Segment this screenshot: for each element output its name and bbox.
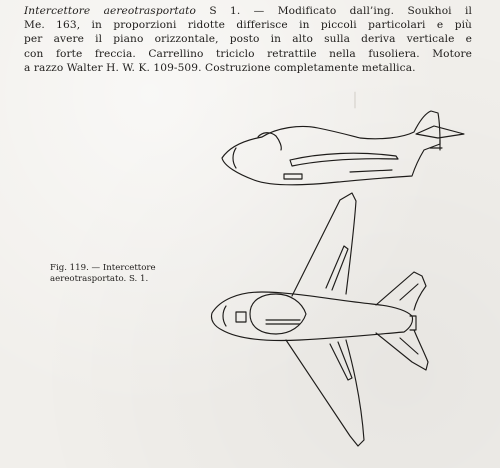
- top-lower-stabilizer: [376, 330, 428, 370]
- figure-caption: [50, 263, 190, 285]
- top-intake-detail: [236, 312, 246, 322]
- description-line-1-rest: S 1. — Modificato dall’ing. Soukhoi il: [195, 5, 472, 17]
- description-line-2: Me. 163, in proporzioni ridotte differisce in piccoli particolari e più: [24, 19, 472, 32]
- side-belly-line: [350, 170, 392, 172]
- top-lower-elevator-line: [400, 338, 418, 354]
- description-line-3: per avere il piano orizzontale, posto in alto sulla deriva verticale e: [24, 33, 472, 46]
- top-upper-wing-flap: [326, 246, 348, 290]
- top-nose-cone: [223, 306, 226, 326]
- top-upper-stabilizer: [376, 272, 426, 310]
- side-canopy: [258, 133, 281, 150]
- top-canopy: [250, 294, 306, 334]
- top-lower-wing-flap: [330, 342, 352, 380]
- side-nose-cone: [233, 148, 236, 168]
- description-line-5: a razzo Walter H. W. K. 109-509. Costruzione completamente metallica.: [24, 61, 416, 74]
- top-lower-wing: [286, 340, 364, 446]
- side-view-drawing: [222, 111, 464, 185]
- caption-line-2: aereotrasportato. S. 1.: [50, 274, 149, 284]
- caption-line-1: Fig. 119. — Intercettore: [50, 263, 156, 273]
- side-fuselage: [222, 111, 440, 185]
- top-view-drawing: [211, 193, 428, 446]
- aircraft-title: Intercettore aereotrasportato: [24, 5, 196, 17]
- description-line-4: con forte freccia. Carrellino triciclo retrattile nella fusoliera. Motore: [24, 47, 472, 60]
- side-wing-root: [290, 153, 398, 166]
- top-upper-wing: [292, 193, 356, 296]
- top-upper-elevator-line: [400, 284, 418, 300]
- side-panel: [284, 174, 302, 179]
